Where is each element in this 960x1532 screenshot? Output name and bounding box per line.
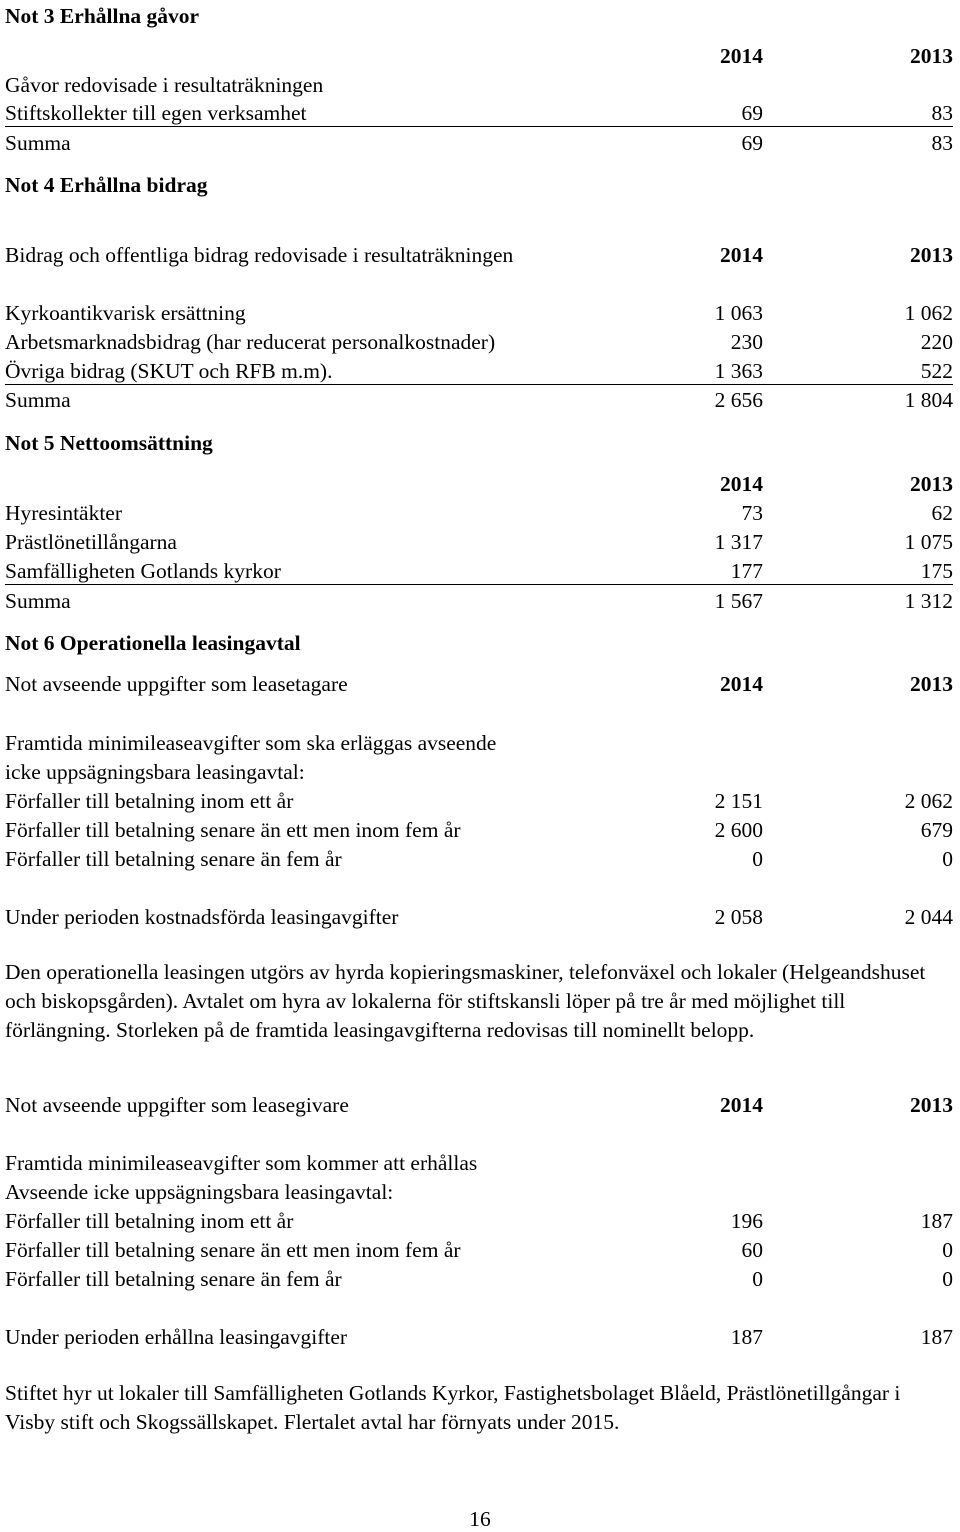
table-row: [5, 1205, 953, 1234]
row-value-2013: 175: [920, 559, 953, 583]
not4-year-2014: 2014: [720, 243, 763, 267]
lessor-paragraph: Stiftet hyr ut lokaler till Samfälligheten Gotlands Kyrkor, Fastighetsbolaget Blåeld, Prästlönetillgångar i Visby stift och Skogssällskapet. Flertalet avtal har förnyats under 2015.: [5, 1381, 901, 1434]
table-row: [5, 326, 953, 355]
row-label: Prästlönetillångarna: [5, 530, 177, 554]
not5-year-2014: 2014: [720, 472, 763, 496]
not4-subtitle: Bidrag och offentliga bidrag redovisade i resultaträkningen: [5, 243, 514, 267]
row-label: Kyrkoantikvarisk ersättning: [5, 301, 246, 325]
row-value-2014: 0: [752, 1267, 763, 1291]
table-row: [5, 97, 953, 127]
table-row: [5, 384, 953, 413]
not3-subtitle-row: [5, 69, 953, 98]
lessor-year-2014: 2014: [720, 1093, 763, 1117]
row-value-2014: 1 567: [714, 589, 763, 613]
row-value-2014: 2 656: [714, 388, 763, 412]
row-value-2013: 1 062: [904, 301, 953, 325]
row-value-2014: 1 063: [714, 301, 763, 325]
table-row: [5, 1321, 953, 1350]
table-row: [5, 355, 953, 385]
not3-year-2013: 2013: [910, 44, 953, 68]
row-label: Förfaller till betalning inom ett år: [5, 1209, 294, 1233]
not3-year-header: [5, 40, 953, 69]
row-label: Förfaller till betalning inom ett år: [5, 789, 294, 813]
row-value-2013: 83: [931, 101, 953, 125]
row-value-2014: 73: [741, 501, 763, 525]
table-row: [5, 1263, 953, 1292]
row-label: Under perioden erhållna leasingavgifter: [5, 1325, 348, 1349]
row-value-2013: 2 062: [904, 789, 953, 813]
row-value-2014: 69: [741, 131, 763, 155]
row-value-2013: 1 312: [904, 589, 953, 613]
lessor-heading: Not avseende uppgifter som leasegivare: [5, 1093, 349, 1117]
lessee-intro-1: Framtida minimileaseavgifter som ska erläggas avseende: [5, 731, 497, 755]
not5-year-2013: 2013: [910, 472, 953, 496]
row-value-2014: 60: [741, 1238, 763, 1262]
lessee-intro-2: icke uppsägningsbara leasingavtal:: [5, 760, 305, 784]
row-label: Förfaller till betalning senare än fem år: [5, 847, 342, 871]
row-label: Summa: [5, 388, 71, 412]
row-value-2013: 62: [931, 501, 953, 525]
not4-title: Not 4 Erhållna bidrag: [5, 173, 208, 197]
row-label: Summa: [5, 589, 71, 613]
row-label: Hyresintäkter: [5, 501, 123, 525]
lessor-intro-row-2: [5, 1176, 953, 1205]
row-value-2014: 177: [730, 559, 763, 583]
row-label: Under perioden kostnadsförda leasingavgifter: [5, 905, 399, 929]
row-label: Samfälligheten Gotlands kyrkor: [5, 559, 281, 583]
lessee-intro-row-2: [5, 756, 953, 785]
row-value-2013: 679: [920, 818, 953, 842]
lessee-intro-row-1: [5, 727, 953, 756]
row-value-2014: 69: [741, 101, 763, 125]
table-row: [5, 901, 953, 930]
row-value-2014: 2 058: [714, 905, 763, 929]
table-row: [5, 785, 953, 814]
row-label: Arbetsmarknadsbidrag (har reducerat personalkostnader): [5, 330, 496, 354]
not5-title: Not 5 Nettoomsättning: [5, 431, 213, 455]
not3-subtitle: Gåvor redovisade i resultaträkningen: [5, 73, 324, 97]
not6-title-row: [5, 627, 953, 656]
row-value-2013: 220: [920, 330, 953, 354]
not3-year-2014: 2014: [720, 44, 763, 68]
row-label: Stiftskollekter till egen verksamhet: [5, 101, 307, 125]
table-row: [5, 127, 953, 156]
table-row: [5, 497, 953, 526]
row-value-2014: 0: [752, 847, 763, 871]
not3-title: Not 3 Erhållna gåvor: [5, 4, 200, 28]
row-label: Övriga bidrag (SKUT och RFB m.m).: [5, 359, 333, 383]
table-row: [5, 814, 953, 843]
not6-title: Not 6 Operationella leasingavtal: [5, 631, 301, 655]
lessor-intro-1: Framtida minimileaseavgifter som kommer att erhållas: [5, 1151, 478, 1175]
not4-year-2013: 2013: [910, 243, 953, 267]
table-row: [5, 843, 953, 872]
lessee-heading: Not avseende uppgifter som leasetagare: [5, 672, 348, 696]
table-row: [5, 297, 953, 326]
row-value-2014: 187: [730, 1325, 763, 1349]
lessor-year-2013: 2013: [910, 1093, 953, 1117]
page-number: 16: [469, 1507, 491, 1531]
row-value-2013: 0: [942, 847, 953, 871]
not3-title-row: [5, 0, 953, 29]
row-value-2013: 187: [920, 1325, 953, 1349]
row-value-2014: 2 151: [714, 789, 763, 813]
row-value-2014: 230: [730, 330, 763, 354]
row-value-2014: 1 317: [714, 530, 763, 554]
lessee-paragraph: Den operationella leasingen utgörs av hyrda kopieringsmaskiner, telefonväxel och lokaler (Helgeandshuset och biskopsgården). Avtalet om hyra av lokalerna för stiftskansli löper på tre år med möjlighet till förlängning. Storleken på de framtida leasingavgifterna redovisas till nominellt belopp.: [5, 960, 926, 1042]
lessee-heading-row: [5, 668, 953, 697]
lessee-year-2013: 2013: [910, 672, 953, 696]
row-value-2013: 1 804: [904, 388, 953, 412]
row-value-2014: 1 363: [714, 359, 763, 383]
row-value-2013: 0: [942, 1267, 953, 1291]
row-value-2013: 0: [942, 1238, 953, 1262]
row-label: Förfaller till betalning senare än ett men inom fem år: [5, 1238, 461, 1262]
table-row: [5, 526, 953, 555]
lessor-intro-row-1: [5, 1147, 953, 1176]
not5-title-row: [5, 427, 953, 456]
not4-subtitle-row: [5, 239, 953, 268]
row-label: Förfaller till betalning senare än ett men inom fem år: [5, 818, 461, 842]
table-row: [5, 1234, 953, 1263]
row-value-2013: 2 044: [904, 905, 953, 929]
row-value-2014: 2 600: [714, 818, 763, 842]
table-row: [5, 585, 953, 614]
row-value-2013: 522: [920, 359, 953, 383]
not4-title-row: [5, 169, 953, 198]
row-value-2014: 196: [730, 1209, 763, 1233]
row-value-2013: 187: [920, 1209, 953, 1233]
row-label: Förfaller till betalning senare än fem år: [5, 1267, 342, 1291]
lessor-heading-row: [5, 1089, 953, 1118]
row-value-2013: 1 075: [904, 530, 953, 554]
row-value-2013: 83: [931, 131, 953, 155]
row-label: Summa: [5, 131, 71, 155]
not5-year-header: [5, 468, 953, 497]
table-row: [5, 555, 953, 585]
lessor-intro-2: Avseende icke uppsägningsbara leasingavtal:: [5, 1180, 394, 1204]
lessee-year-2014: 2014: [720, 672, 763, 696]
